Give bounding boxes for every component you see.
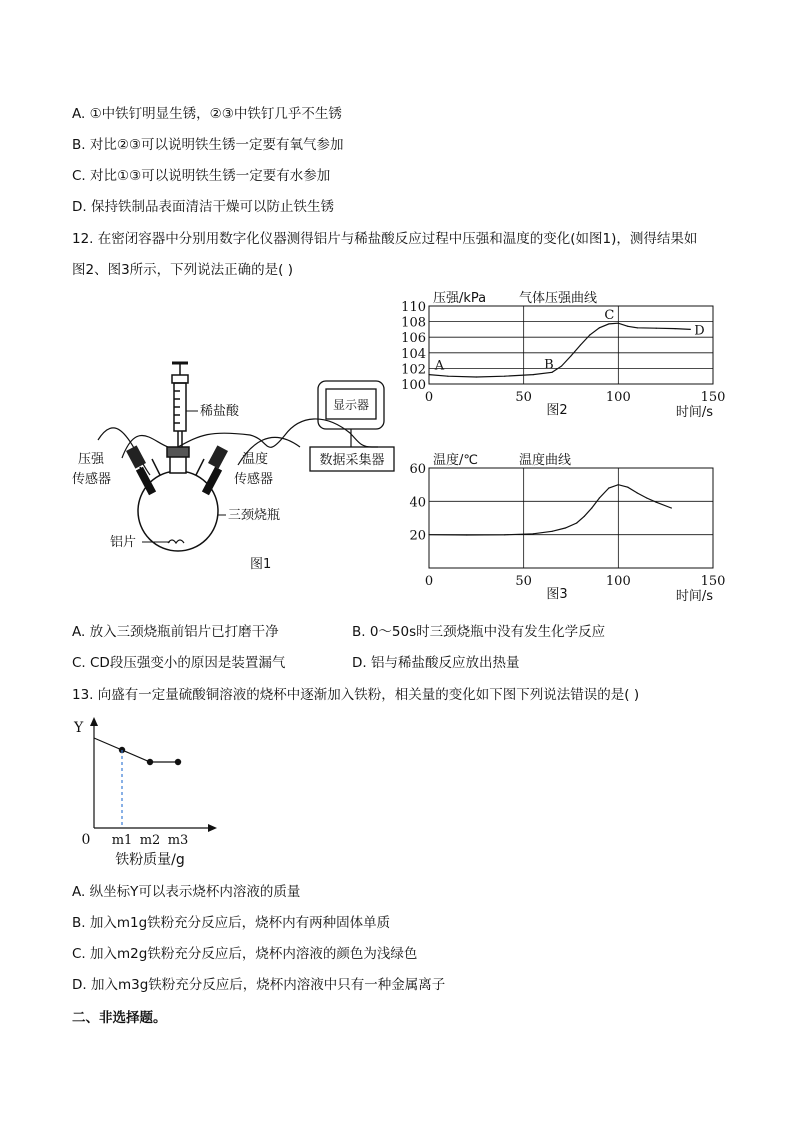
pressure-ytick-label: 106	[401, 331, 426, 347]
display-icon	[318, 381, 384, 447]
q13-xtick-label: m2	[139, 833, 161, 848]
q13-series-line	[94, 738, 178, 762]
temperature-data-point	[656, 502, 657, 503]
pressure-data-point	[618, 323, 619, 324]
pressure-data-point	[504, 376, 505, 377]
pressure-data-point	[476, 376, 477, 377]
q13-option-b: B. 加入m1g铁粉充分反应后，烧杯内有两种固体单质	[72, 915, 391, 931]
figure-1-caption: 图1	[250, 557, 272, 572]
temperature-ytick-label: 40	[409, 495, 426, 511]
display-label: 显示器	[332, 398, 370, 412]
three-neck-flask-icon	[138, 447, 218, 551]
pressure-data-point	[561, 365, 562, 366]
pressure-data-point	[447, 376, 448, 377]
q13-origin-label: 0	[81, 832, 91, 848]
q11-option-b: B. 对比②③可以说明铁生锈一定要有氧气参加	[72, 137, 344, 153]
pressure-sensor-label-2: 传感器	[72, 472, 112, 487]
temperature-data-point	[627, 487, 628, 488]
pressure-title: 气体压强曲线	[519, 291, 598, 306]
temperature-ytick-label: 60	[409, 462, 426, 477]
pressure-point-label-a: A	[434, 358, 445, 374]
q12-option-a: A. 放入三颈烧瓶前铝片已打磨干净	[72, 624, 279, 640]
pressure-caption: 图2	[546, 403, 568, 418]
pressure-ytick-label: 100	[401, 378, 426, 393]
syringe-icon	[172, 363, 188, 451]
pressure-plot-frame	[429, 306, 713, 384]
temperature-xtick-label: 100	[605, 574, 631, 589]
q13-stem: 13. 向盛有一定量硫酸铜溶液的烧杯中逐渐加入铁粉，相关量的变化如下图下列说法错误的是( )	[72, 687, 640, 703]
q13-data-point	[147, 759, 153, 765]
pressure-data-point	[428, 374, 429, 375]
pressure-xtick-label: 150	[700, 390, 726, 405]
temperature-data-point	[551, 531, 552, 532]
q12-option-b: B. 0～50s时三颈烧瓶中没有发生化学反应	[352, 624, 606, 640]
pressure-point-label-b: B	[544, 357, 554, 373]
pressure-ytick-label: 108	[401, 315, 426, 331]
temperature-data-point	[466, 534, 467, 535]
pressure-data-point	[570, 355, 571, 356]
section-title: 二、非选择题。	[72, 1010, 167, 1026]
temperature-ytick-label: 20	[409, 528, 426, 544]
pressure-xtick-label: 0	[424, 390, 434, 405]
pressure-ytick-label: 102	[401, 362, 426, 378]
temperature-data-point	[671, 507, 672, 508]
figure-1-apparatus	[60, 355, 400, 575]
q13-option-c: C. 加入m2g铁粉充分反应后，烧杯内溶液的颜色为浅绿色	[72, 946, 418, 962]
temperature-ylabel: 温度/℃	[433, 453, 478, 468]
q13-y-axis-arrow	[90, 717, 98, 726]
q13-option-a: A. 纵坐标Y可以表示烧杯内溶液的质量	[72, 884, 301, 900]
q11-option-a: A. ①中铁钉明显生锈，②③中铁钉几乎不生锈	[72, 106, 342, 122]
syringe-label: 稀盐酸	[200, 404, 240, 419]
aluminum-foil-icon	[168, 540, 184, 543]
temperature-data-point	[533, 533, 534, 534]
temperature-caption: 图3	[546, 587, 568, 602]
temperature-sensor-label-1: 温度	[242, 452, 269, 467]
q13-xlabel: 铁粉质量/g	[115, 852, 185, 867]
temperature-xlabel: 时间/s	[675, 589, 713, 604]
temperature-data-point	[576, 522, 577, 523]
pressure-xlabel: 时间/s	[675, 405, 713, 420]
temperature-xtick-label: 0	[424, 574, 434, 589]
q13-ylabel: Y	[74, 720, 84, 736]
data-collector-label: 数据采集器	[319, 453, 385, 468]
temperature-data-point	[608, 487, 609, 488]
q13-xtick-label: m3	[167, 833, 189, 848]
pressure-data-point	[690, 329, 691, 330]
q13-x-axis-arrow	[208, 824, 217, 832]
temperature-data-point	[504, 534, 505, 535]
pressure-ytick-label: 104	[401, 346, 426, 362]
figure-3-temperature-chart	[395, 448, 735, 608]
pressure-data-point	[627, 326, 628, 327]
temperature-data-point	[591, 507, 592, 508]
temperature-data-point	[618, 484, 619, 485]
temperature-sensor-label-2: 传感器	[234, 472, 274, 487]
pressure-ylabel: 压强/kPa	[433, 291, 487, 306]
temperature-xtick-label: 50	[515, 574, 532, 589]
temperature-data-point	[646, 497, 647, 498]
pressure-series-line	[429, 323, 690, 377]
q13-option-d: D. 加入m3g铁粉充分反应后，烧杯内溶液中只有一种金属离子	[72, 977, 446, 993]
temperature-data-point	[428, 534, 429, 535]
q13-xtick-label: m1	[111, 833, 133, 848]
pressure-data-point	[608, 323, 609, 324]
q13-data-point	[175, 759, 181, 765]
pressure-xtick-label: 50	[515, 390, 532, 405]
q12-stem-line2: 图2、图3所示，下列说法正确的是( )	[72, 262, 294, 278]
temperature-sensor-icon	[202, 445, 228, 495]
temperature-series-line	[429, 485, 671, 535]
pressure-ytick-label: 110	[401, 300, 426, 315]
pressure-xtick-label: 100	[605, 390, 631, 405]
pressure-data-point	[656, 328, 657, 329]
pressure-data-point	[637, 327, 638, 328]
flask-label: 三颈烧瓶	[228, 508, 281, 523]
pressure-sensor-icon	[126, 445, 156, 495]
foil-label: 铝片	[110, 535, 137, 550]
figure-q13-chart	[68, 712, 228, 867]
pressure-point-label-c: C	[604, 308, 615, 324]
pressure-data-point	[533, 374, 534, 375]
temperature-xtick-label: 150	[700, 574, 726, 589]
q12-stem-line1: 12. 在密闭容器中分别用数字化仪器测得铝片与稀盐酸反应过程中压强和温度的变化(如图1)，测得结果如	[72, 231, 698, 247]
temperature-data-point	[565, 527, 566, 528]
q12-option-c: C. CD段压强变小的原因是装置漏气	[72, 655, 286, 671]
pressure-data-point	[589, 334, 590, 335]
temperature-data-point	[584, 516, 585, 517]
pressure-data-point	[675, 328, 676, 329]
q11-option-c: C. 对比①③可以说明铁生锈一定要有水参加	[72, 168, 331, 184]
q12-option-d: D. 铝与稀盐酸反应放出热量	[352, 655, 520, 671]
pressure-data-point	[599, 327, 600, 328]
temperature-data-point	[637, 492, 638, 493]
pressure-sensor-label-1: 压强	[78, 452, 105, 467]
temperature-title: 温度曲线	[519, 453, 572, 468]
pressure-data-point	[580, 344, 581, 345]
q11-option-d: D. 保持铁制品表面清洁干燥可以防止铁生锈	[72, 199, 334, 215]
figure-2-pressure-chart	[395, 290, 735, 425]
temperature-data-point	[599, 497, 600, 498]
pressure-point-label-d: D	[694, 323, 705, 339]
temperature-plot-frame	[429, 468, 713, 568]
